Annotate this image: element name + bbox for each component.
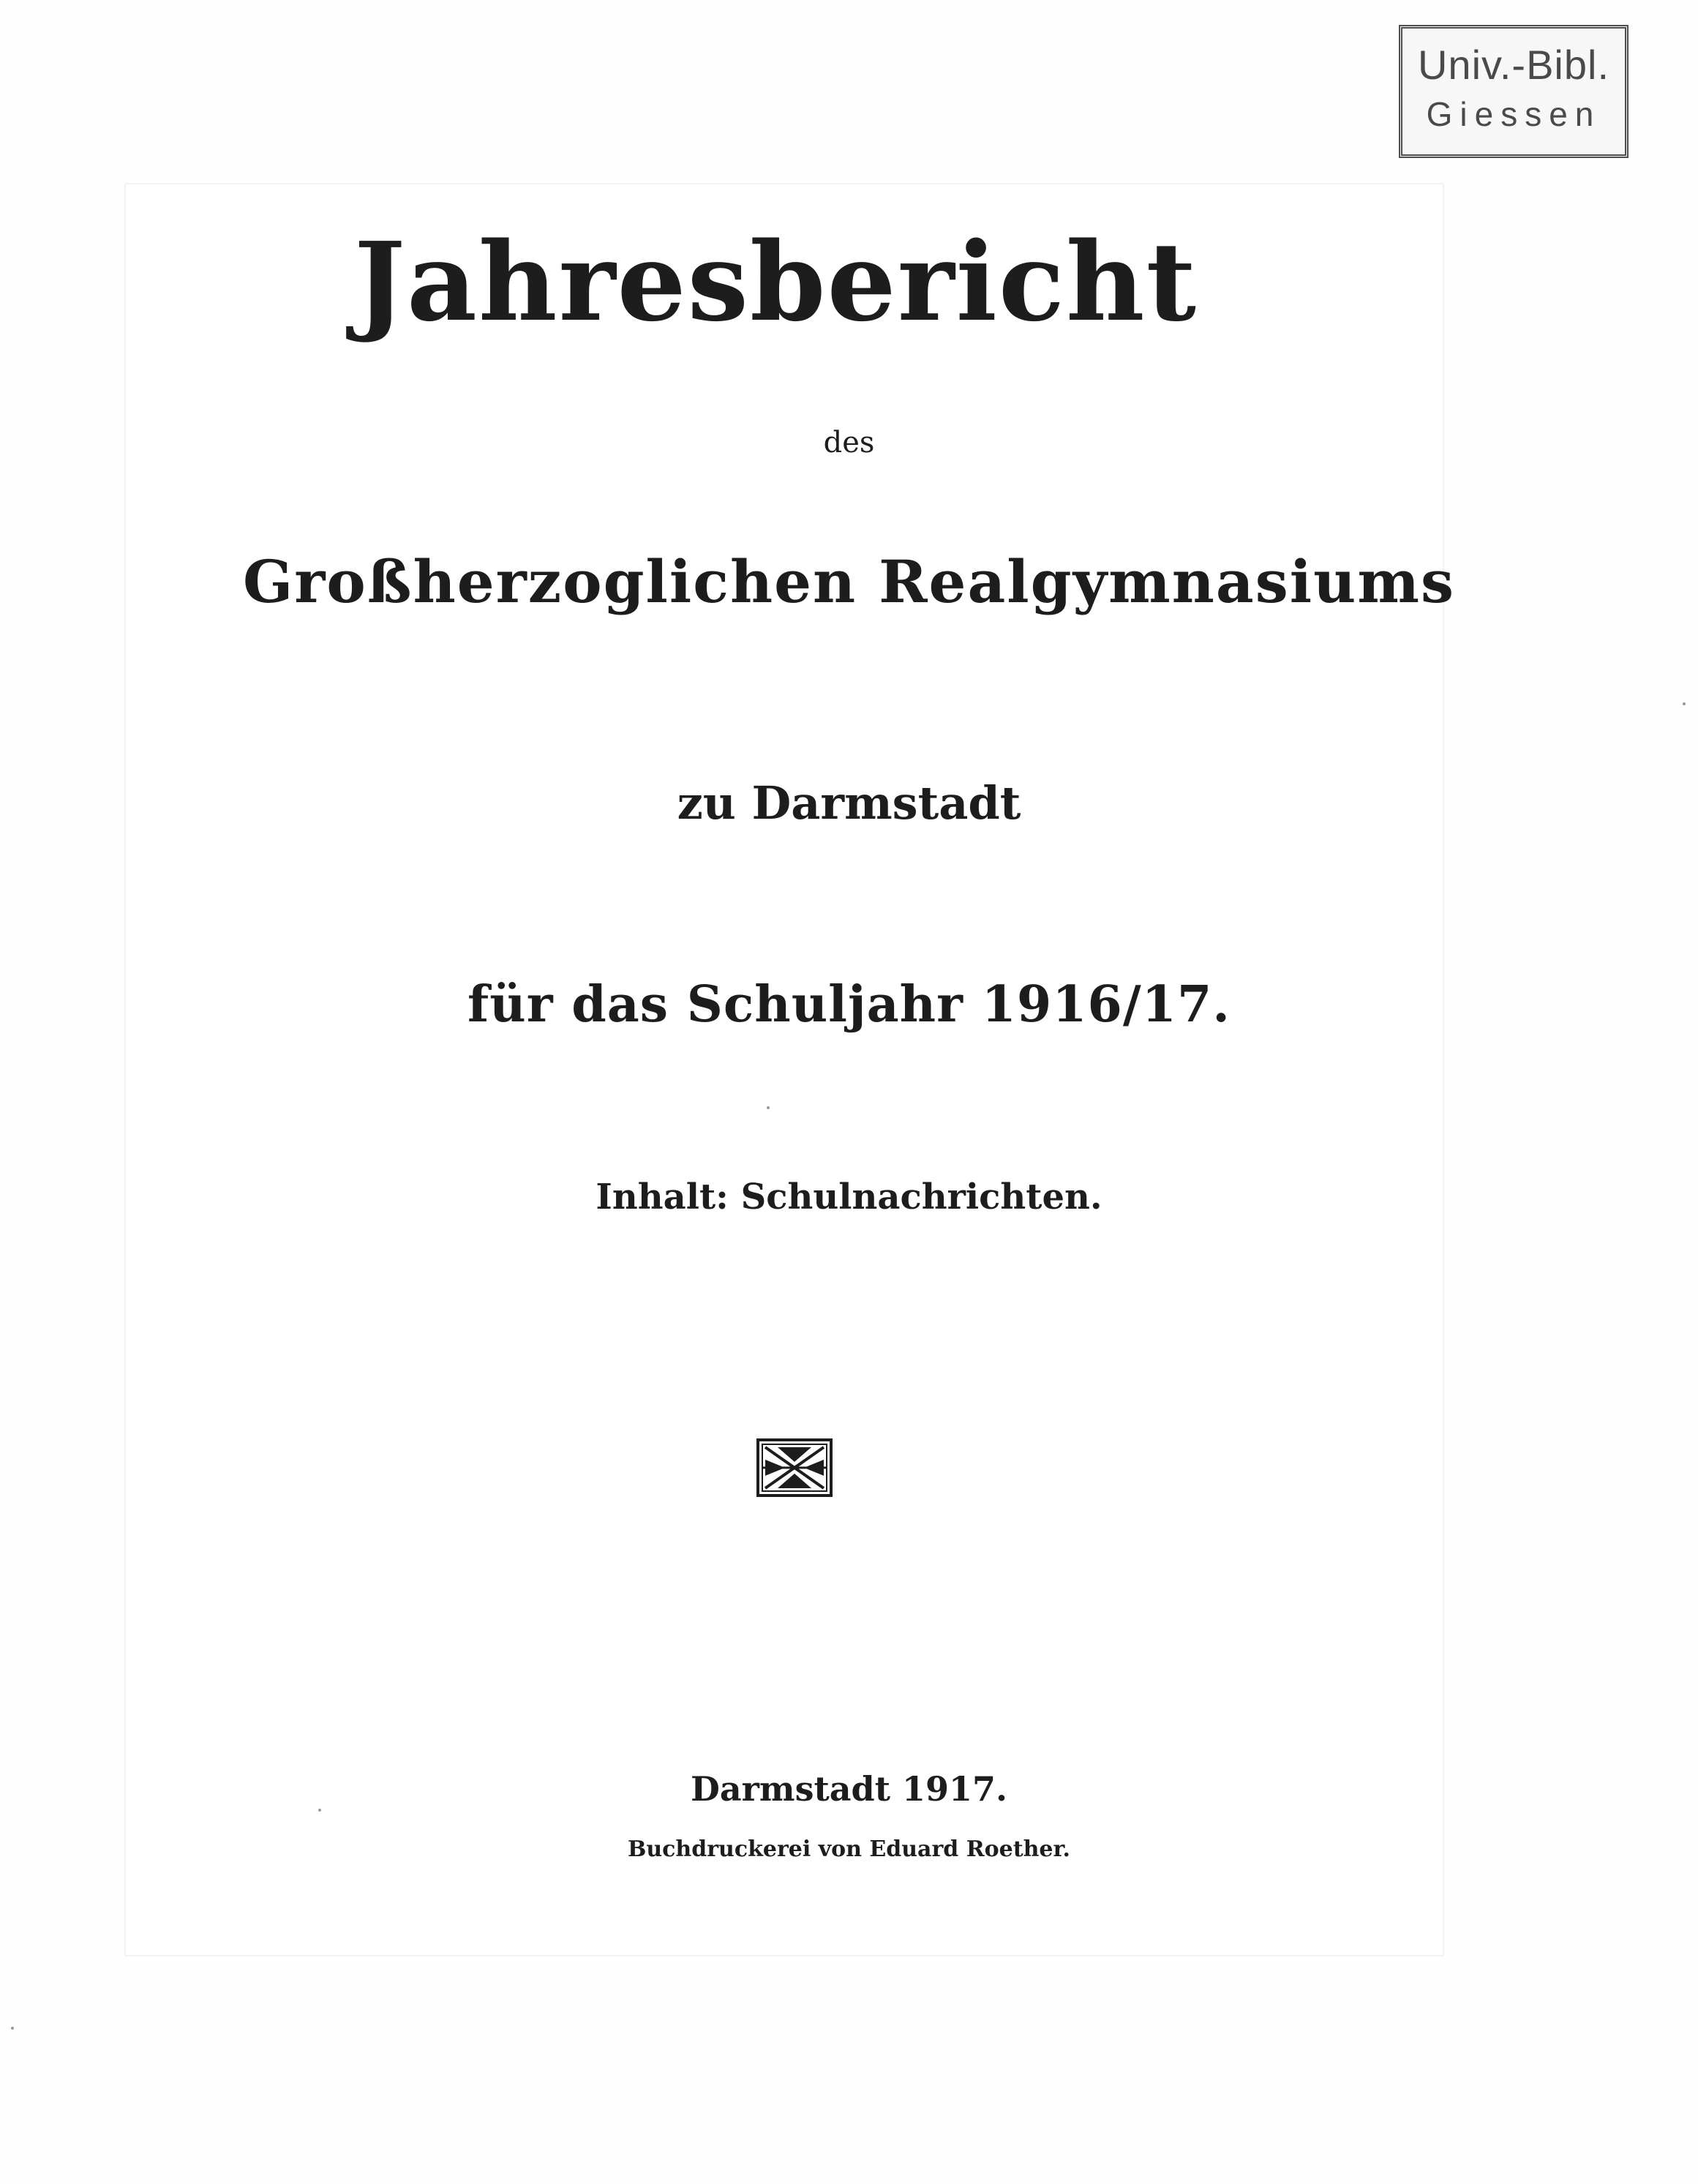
paper-speck bbox=[1683, 702, 1686, 705]
paper-speck bbox=[11, 2027, 14, 2030]
imprint-printer: Buchdruckerei von Eduard Roether. bbox=[627, 1836, 1070, 1862]
institution-location: zu Darmstadt bbox=[677, 776, 1021, 830]
school-year: für das Schuljahr 1916/17. bbox=[467, 975, 1231, 1034]
stamp-line-library: Univ.-Bibl. bbox=[1417, 42, 1609, 88]
paper-speck bbox=[318, 1809, 321, 1812]
contents-line: Inhalt: Schulnachrichten. bbox=[596, 1177, 1102, 1217]
report-title: Jahresbericht bbox=[354, 218, 1198, 345]
title-connector: des bbox=[823, 426, 875, 459]
imprint-place-year: Darmstadt 1917. bbox=[690, 1769, 1008, 1809]
paper-speck bbox=[767, 1106, 770, 1109]
printer-ornament-icon bbox=[756, 1438, 833, 1498]
library-stamp bbox=[1399, 25, 1628, 158]
institution-name: Großherzoglichen Realgymnasiums bbox=[242, 547, 1456, 616]
stamp-line-city: Giessen bbox=[1426, 95, 1601, 133]
